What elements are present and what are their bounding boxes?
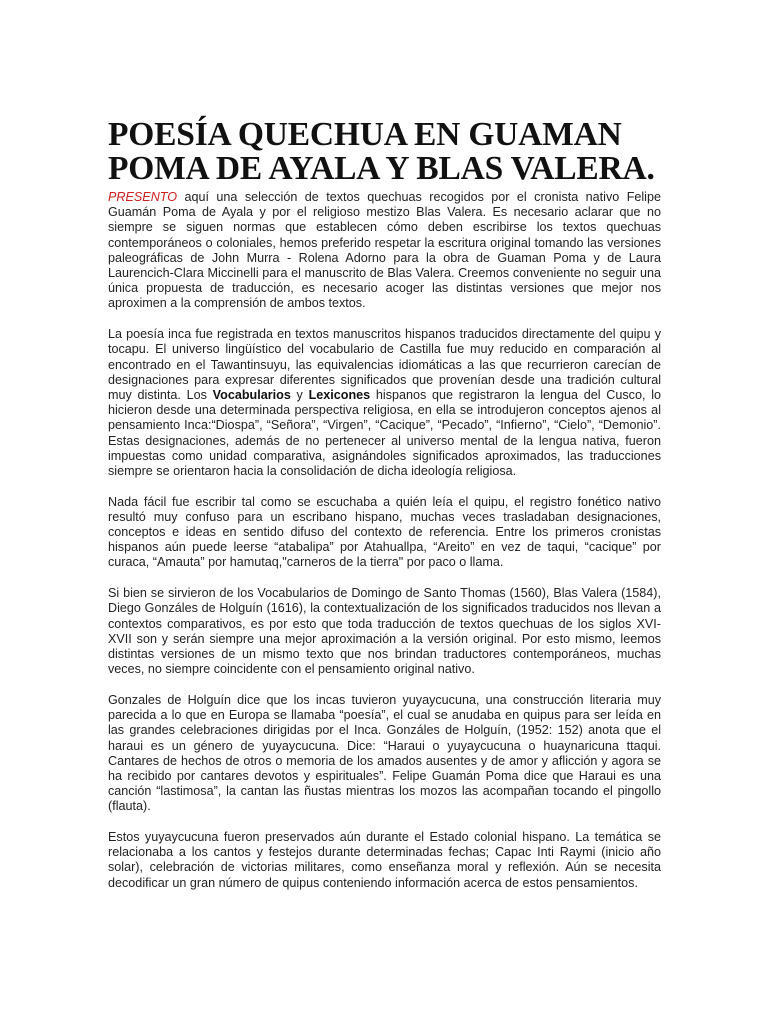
paragraph-inca-poetry-text-c: hispanos que registraron la lengua del Cusco, lo hicieron desde una determinada perspectiva religiosa, en ella se introdujeron conceptos ajenos al pensamiento Inca:“Diospa”, “Señora”, “Virgen”, “Cacique”, “Pecado”, “Infierno”, “Cielo”, “Demonio”. Estas designaciones, además de no pertenecer al universo mental de la lengua nativa, fueron impuestas como unidad comparativa, asignándoles significados aproximados, las traducciones siempre se orientaron hacia la consolidación de dicha ideología religiosa.: [108, 387, 662, 478]
document-title: [108, 118, 661, 186]
paragraph-vocabularies: Si bien se sirvieron de los Vocabularios de Domingo de Santo Thomas (1560), Blas Valera (1584), Diego Gonzáles de Holguín (1616), la contextualización de los significados traducidos nos llevan a contextos comparativos, es por esto que toda traducción de textos quechuas de los siglos XVI-XVII son y serán siempre una mejor aproximación a la versión original. Por esto mismo, leemos distintas versiones de un mismo texto que nos brindan traductores contemporáneos, muchas veces, no siempre coincidente con el pensamiento original nativo.: [108, 586, 661, 677]
term-vocabularios: Vocabularios: [212, 387, 291, 402]
term-lexicones: Lexicones: [308, 387, 371, 402]
paragraph-phonetic-record: Nada fácil fue escribir tal como se escuchaba a quién leía el quipu, el registro fonético nativo resultó muy confuso para un escribano hispano, muchas veces trasladaban designaciones, conceptos e ideas en sentido difuso del contexto de referencia. Entre los primeros cronistas hispanos aún puede leerse “atabalipa” por Atahuallpa, “Areito” en vez de taqui, “cacique” por curaca, “Amauta” por hamutaq,"carneros de la tierra" por paco o llama.: [108, 494, 661, 570]
paragraph-yuyaycucuna: Gonzales de Holguín dice que los incas tuvieron yuyaycucuna, una construcción literaria muy parecida a lo que en Europa se llamaba “poesía”, el cual se anudaba en quipus para ser leída en las grandes celebraciones dirigidas por el Inca. Gonzáles de Holguín, (1952: 152) anota que el haraui es un género de yuyaycucuna. Dice: “Haraui o yuyaycucuna o huaynaricuna ttaqui. Cantares de hechos de otros o memoria de los amados ausentes y de amor y aflicción y agora se ha recibido por cantares devotos y espirituales”. Felipe Guamán Poma dice que Haraui es una canción “lastimosa”, la cantan las ñustas mientras los mozos las acompañan tocando el pingollo (flauta).: [108, 692, 661, 814]
title-line-1: POESÍA QUECHUA EN GUAMAN: [108, 116, 622, 153]
paragraph-colonial-state: Estos yuyaycucuna fueron preservados aún durante el Estado colonial hispano. La temática se relacionaba a los cantos y festejos durante determinadas fechas; Capac Inti Raymi (inicio año solar), celebración de victorias militares, como enseñanza moral y reflexión. Aún se necesita decodificar un gran número de quipus conteniendo información acerca de estos pensamientos.: [108, 830, 661, 890]
document-page: [108, 118, 661, 906]
paragraph-inca-poetry-text-b: y: [290, 387, 309, 402]
title-line-2: POMA DE AYALA Y BLAS VALERA.: [108, 150, 655, 187]
paragraph-intro: [108, 190, 661, 312]
paragraph-inca-poetry: [108, 327, 661, 479]
paragraph-inca-poetry-text-a: La poesía inca fue registrada en textos manuscritos hispanos traducidos directamente del quipu y tocapu. El universo lingüístico del vocabulario de Castilla fue muy reducido en comparación al encontrado en el Tawantinsuyu, las equivalencias idiomáticas a las que recurrieron carecían de designaciones para expresar diferentes significados que provenían desde una tradición cultural muy distinta. Los: [108, 327, 661, 402]
lead-word-presento: PRESENTO: [108, 190, 178, 204]
paragraph-intro-text: aquí una selección de textos quechuas recogidos por el cronista nativo Felipe Guamán Poma de Ayala y por el religioso mestizo Blas Valera. Es necesario aclarar que no siempre se siguen normas que establecen cómo deben escribirse los textos quechuas contemporáneos o coloniales, hemos preferido respetar la escritura original tomando las versiones paleográficas de John Murra - Rolena Adorno para la obra de Guaman Poma y de Laura Laurencich-Clara Miccinelli para el manuscrito de Blas Valera. Creemos conveniente no seguir una única propuesta de traducción, es necesario acoger las distintas versiones que mejor nos aproximen a la comprensión de ambos textos.: [108, 190, 661, 311]
